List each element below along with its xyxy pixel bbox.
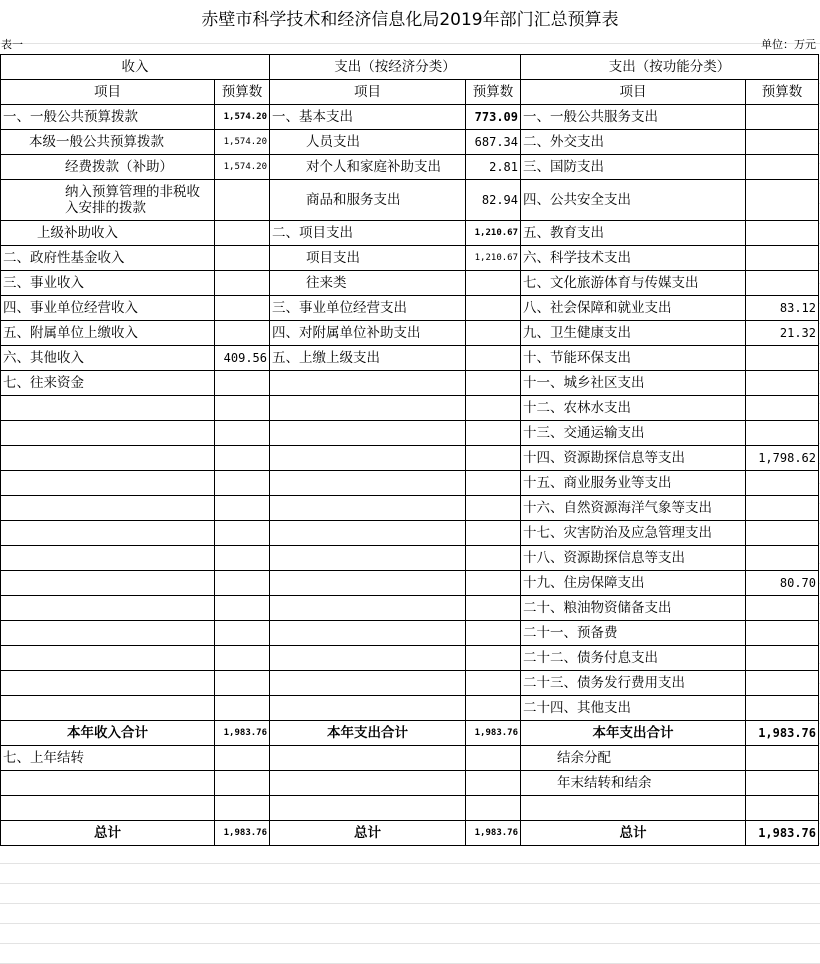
section-header-row bbox=[1, 55, 819, 80]
func-item-cell: 十四、资源勘探信息等支出 bbox=[521, 446, 746, 471]
func-item-cell: 十八、资源勘探信息等支出 bbox=[521, 546, 746, 571]
income-item-cell bbox=[1, 646, 215, 671]
table-row bbox=[1, 296, 819, 321]
func-value-cell bbox=[746, 521, 819, 546]
income-item-cell bbox=[1, 396, 215, 421]
func-budget-header: 预算数 bbox=[746, 80, 819, 105]
econ-item-cell: 往来类 bbox=[270, 271, 466, 296]
func-item-cell: 二、外交支出 bbox=[521, 130, 746, 155]
table-row bbox=[1, 546, 819, 571]
func-value-cell bbox=[746, 696, 819, 721]
income-value-cell: 409.56 bbox=[215, 346, 270, 371]
income-item-cell bbox=[1, 571, 215, 596]
table-row bbox=[1, 271, 819, 296]
func-grand-total-label: 总计 bbox=[521, 821, 746, 846]
econ-value-cell bbox=[466, 296, 521, 321]
func-value-cell bbox=[746, 471, 819, 496]
income-item-cell bbox=[1, 421, 215, 446]
func-value-cell bbox=[746, 496, 819, 521]
func-year-total-value: 1,983.76 bbox=[746, 721, 819, 746]
table-row bbox=[1, 471, 819, 496]
func-value-cell bbox=[746, 796, 819, 821]
econ-item-cell: 四、对附属单位补助支出 bbox=[270, 321, 466, 346]
econ-grand-total-label: 总计 bbox=[270, 821, 466, 846]
func-item-cell: 三、国防支出 bbox=[521, 155, 746, 180]
func-value-cell bbox=[746, 746, 819, 771]
table-row bbox=[1, 321, 819, 346]
income-value-cell bbox=[215, 271, 270, 296]
func-value-cell: 21.32 bbox=[746, 321, 819, 346]
func-value-cell bbox=[746, 646, 819, 671]
table-row bbox=[1, 571, 819, 596]
income-grand-total-value: 1,983.76 bbox=[215, 821, 270, 846]
income-value-cell bbox=[215, 571, 270, 596]
table-row bbox=[1, 421, 819, 446]
econ-value-cell bbox=[466, 596, 521, 621]
func-value-cell bbox=[746, 130, 819, 155]
func-item-cell: 二十三、债务发行费用支出 bbox=[521, 671, 746, 696]
func-item-cell: 六、科学技术支出 bbox=[521, 246, 746, 271]
income-item-cell bbox=[1, 696, 215, 721]
econ-grand-total-value: 1,983.76 bbox=[466, 821, 521, 846]
func-value-cell bbox=[746, 621, 819, 646]
income-value-cell bbox=[215, 296, 270, 321]
income-value-cell bbox=[215, 621, 270, 646]
func-value-cell bbox=[746, 155, 819, 180]
econ-item-cell: 五、上缴上级支出 bbox=[270, 346, 466, 371]
func-value-cell: 83.12 bbox=[746, 296, 819, 321]
income-value-cell bbox=[215, 771, 270, 796]
income-item-cell bbox=[1, 471, 215, 496]
func-item-cell: 八、社会保障和就业支出 bbox=[521, 296, 746, 321]
func-item-cell: 十三、交通运输支出 bbox=[521, 421, 746, 446]
func-grand-total-value: 1,983.76 bbox=[746, 821, 819, 846]
table-row bbox=[1, 521, 819, 546]
func-value-cell bbox=[746, 346, 819, 371]
table-row bbox=[1, 621, 819, 646]
func-value-cell bbox=[746, 271, 819, 296]
econ-value-cell: 1,210.67 bbox=[466, 246, 521, 271]
econ-year-total-label: 本年支出合计 bbox=[270, 721, 466, 746]
econ-item-cell: 对个人和家庭补助支出 bbox=[270, 155, 466, 180]
econ-value-cell: 687.34 bbox=[466, 130, 521, 155]
func-value-cell: 80.70 bbox=[746, 571, 819, 596]
table-row bbox=[1, 496, 819, 521]
func-item-cell: 二十一、预备费 bbox=[521, 621, 746, 646]
econ-value-cell bbox=[466, 421, 521, 446]
econ-value-cell bbox=[466, 471, 521, 496]
func-item-cell: 十二、农林水支出 bbox=[521, 396, 746, 421]
func-item-cell: 七、文化旅游体育与传媒支出 bbox=[521, 271, 746, 296]
func-item-cell: 二十、粮油物资储备支出 bbox=[521, 596, 746, 621]
econ-value-cell bbox=[466, 621, 521, 646]
table-label: 表一 bbox=[1, 38, 23, 51]
income-item-cell: 一、一般公共预算拨款 bbox=[1, 105, 215, 130]
func-item-cell: 十九、住房保障支出 bbox=[521, 571, 746, 596]
econ-item-cell: 二、项目支出 bbox=[270, 221, 466, 246]
econ-value-cell bbox=[466, 521, 521, 546]
table-row bbox=[1, 346, 819, 371]
func-item-cell: 五、教育支出 bbox=[521, 221, 746, 246]
func-item-cell: 十、节能环保支出 bbox=[521, 346, 746, 371]
econ-item-cell bbox=[270, 446, 466, 471]
func-value-cell: 1,798.62 bbox=[746, 446, 819, 471]
table-row bbox=[1, 696, 819, 721]
income-value-cell: 1,574.20 bbox=[215, 155, 270, 180]
income-year-total-value: 1,983.76 bbox=[215, 721, 270, 746]
econ-item-cell bbox=[270, 696, 466, 721]
income-item-cell bbox=[1, 446, 215, 471]
table-row bbox=[1, 246, 819, 271]
income-value-cell bbox=[215, 546, 270, 571]
income-item-cell: 经费拨款（补助） bbox=[1, 155, 215, 180]
econ-item-cell bbox=[270, 796, 466, 821]
econ-item-cell bbox=[270, 546, 466, 571]
income-value-cell bbox=[215, 671, 270, 696]
func-item-cell: 四、公共安全支出 bbox=[521, 180, 746, 221]
table-row bbox=[1, 155, 819, 180]
table-row bbox=[1, 371, 819, 396]
econ-item-cell bbox=[270, 621, 466, 646]
income-value-cell bbox=[215, 221, 270, 246]
income-item-cell: 五、附属单位上缴收入 bbox=[1, 321, 215, 346]
income-item-cell: 二、政府性基金收入 bbox=[1, 246, 215, 271]
econ-item-cell: 三、事业单位经营支出 bbox=[270, 296, 466, 321]
func-value-cell bbox=[746, 246, 819, 271]
econ-item-cell bbox=[270, 471, 466, 496]
func-item-cell: 十六、自然资源海洋气象等支出 bbox=[521, 496, 746, 521]
econ-item-cell: 商品和服务支出 bbox=[270, 180, 466, 221]
income-value-cell: 1,574.20 bbox=[215, 130, 270, 155]
econ-value-cell bbox=[466, 346, 521, 371]
table-row bbox=[1, 130, 819, 155]
func-item-cell: 九、卫生健康支出 bbox=[521, 321, 746, 346]
func-value-cell bbox=[746, 180, 819, 221]
income-item-cell bbox=[1, 621, 215, 646]
table-row bbox=[1, 180, 819, 221]
econ-value-cell: 773.09 bbox=[466, 105, 521, 130]
econ-value-cell bbox=[466, 546, 521, 571]
func-section-header: 支出（按功能分类） bbox=[521, 55, 819, 80]
func-value-cell bbox=[746, 421, 819, 446]
econ-item-cell bbox=[270, 746, 466, 771]
income-item-cell: 上级补助收入 bbox=[1, 221, 215, 246]
income-item-cell: 四、事业单位经营收入 bbox=[1, 296, 215, 321]
econ-item-cell bbox=[270, 646, 466, 671]
econ-value-cell bbox=[466, 396, 521, 421]
grand-total-row bbox=[1, 821, 819, 846]
econ-item-header: 项目 bbox=[270, 80, 466, 105]
func-item-cell: 十五、商业服务业等支出 bbox=[521, 471, 746, 496]
income-item-cell: 七、上年结转 bbox=[1, 746, 215, 771]
income-section-header: 收入 bbox=[1, 55, 270, 80]
econ-value-cell bbox=[466, 746, 521, 771]
econ-value-cell: 2.81 bbox=[466, 155, 521, 180]
table-row bbox=[1, 646, 819, 671]
econ-value-cell bbox=[466, 646, 521, 671]
income-item-cell: 七、往来资金 bbox=[1, 371, 215, 396]
income-item-header: 项目 bbox=[1, 80, 215, 105]
income-item-cell bbox=[1, 496, 215, 521]
income-item-cell bbox=[1, 546, 215, 571]
econ-value-cell bbox=[466, 446, 521, 471]
econ-item-cell: 一、基本支出 bbox=[270, 105, 466, 130]
table-row bbox=[1, 446, 819, 471]
func-value-cell bbox=[746, 221, 819, 246]
income-item-cell bbox=[1, 521, 215, 546]
year-total-row bbox=[1, 721, 819, 746]
econ-item-cell bbox=[270, 596, 466, 621]
func-item-cell: 十七、灾害防治及应急管理支出 bbox=[521, 521, 746, 546]
econ-value-cell: 82.94 bbox=[466, 180, 521, 221]
page-title: 赤壁市科学技术和经济信息化局2019年部门汇总预算表 bbox=[0, 0, 820, 34]
func-item-cell: 二十二、债务付息支出 bbox=[521, 646, 746, 671]
func-value-cell bbox=[746, 771, 819, 796]
table-row bbox=[1, 396, 819, 421]
carry-row bbox=[1, 746, 819, 771]
func-value-cell bbox=[746, 105, 819, 130]
func-value-cell bbox=[746, 671, 819, 696]
econ-section-header: 支出（按经济分类） bbox=[270, 55, 521, 80]
econ-value-cell bbox=[466, 571, 521, 596]
func-value-cell bbox=[746, 371, 819, 396]
func-item-cell bbox=[521, 796, 746, 821]
unit-label: 单位：万元 bbox=[761, 38, 816, 51]
income-item-cell: 六、其他收入 bbox=[1, 346, 215, 371]
table-row bbox=[1, 596, 819, 621]
table-row bbox=[1, 105, 819, 130]
income-value-cell bbox=[215, 496, 270, 521]
income-value-cell bbox=[215, 371, 270, 396]
income-value-cell bbox=[215, 180, 270, 221]
func-item-cell: 十一、城乡社区支出 bbox=[521, 371, 746, 396]
income-item-cell bbox=[1, 796, 215, 821]
table-row bbox=[1, 671, 819, 696]
income-value-cell bbox=[215, 746, 270, 771]
income-value-cell bbox=[215, 246, 270, 271]
econ-budget-header: 预算数 bbox=[466, 80, 521, 105]
func-year-total-label: 本年支出合计 bbox=[521, 721, 746, 746]
budget-table bbox=[0, 54, 819, 846]
econ-item-cell bbox=[270, 771, 466, 796]
income-item-cell: 纳入预算管理的非税收入安排的拨款 bbox=[1, 180, 215, 221]
econ-value-cell bbox=[466, 271, 521, 296]
func-item-cell: 二十四、其他支出 bbox=[521, 696, 746, 721]
income-year-total-label: 本年收入合计 bbox=[1, 721, 215, 746]
econ-item-cell: 项目支出 bbox=[270, 246, 466, 271]
carry-row bbox=[1, 771, 819, 796]
func-value-cell bbox=[746, 396, 819, 421]
econ-item-cell bbox=[270, 496, 466, 521]
func-item-cell: 结余分配 bbox=[521, 746, 746, 771]
income-value-cell bbox=[215, 396, 270, 421]
econ-item-cell bbox=[270, 571, 466, 596]
table-row bbox=[1, 221, 819, 246]
econ-value-cell bbox=[466, 321, 521, 346]
func-item-cell: 一、一般公共服务支出 bbox=[521, 105, 746, 130]
econ-year-total-value: 1,983.76 bbox=[466, 721, 521, 746]
econ-value-cell bbox=[466, 771, 521, 796]
econ-value-cell bbox=[466, 371, 521, 396]
econ-value-cell bbox=[466, 671, 521, 696]
income-item-cell: 三、事业收入 bbox=[1, 271, 215, 296]
income-value-cell bbox=[215, 696, 270, 721]
income-value-cell bbox=[215, 321, 270, 346]
income-value-cell bbox=[215, 521, 270, 546]
econ-value-cell bbox=[466, 696, 521, 721]
econ-value-cell bbox=[466, 796, 521, 821]
econ-item-cell bbox=[270, 421, 466, 446]
income-value-cell bbox=[215, 471, 270, 496]
income-value-cell: 1,574.20 bbox=[215, 105, 270, 130]
func-value-cell bbox=[746, 546, 819, 571]
income-value-cell bbox=[215, 421, 270, 446]
income-budget-header: 预算数 bbox=[215, 80, 270, 105]
econ-value-cell bbox=[466, 496, 521, 521]
func-item-cell: 年末结转和结余 bbox=[521, 771, 746, 796]
income-item-cell bbox=[1, 596, 215, 621]
income-item-cell bbox=[1, 671, 215, 696]
econ-item-cell: 人员支出 bbox=[270, 130, 466, 155]
econ-item-cell bbox=[270, 371, 466, 396]
income-item-cell bbox=[1, 771, 215, 796]
func-item-header: 项目 bbox=[521, 80, 746, 105]
income-item-cell: 本级一般公共预算拨款 bbox=[1, 130, 215, 155]
econ-item-cell bbox=[270, 521, 466, 546]
column-header-row bbox=[1, 80, 819, 105]
carry-row bbox=[1, 796, 819, 821]
income-value-cell bbox=[215, 796, 270, 821]
income-value-cell bbox=[215, 646, 270, 671]
econ-item-cell bbox=[270, 396, 466, 421]
econ-value-cell: 1,210.67 bbox=[466, 221, 521, 246]
income-value-cell bbox=[215, 446, 270, 471]
income-value-cell bbox=[215, 596, 270, 621]
econ-item-cell bbox=[270, 671, 466, 696]
income-grand-total-label: 总计 bbox=[1, 821, 215, 846]
func-value-cell bbox=[746, 596, 819, 621]
